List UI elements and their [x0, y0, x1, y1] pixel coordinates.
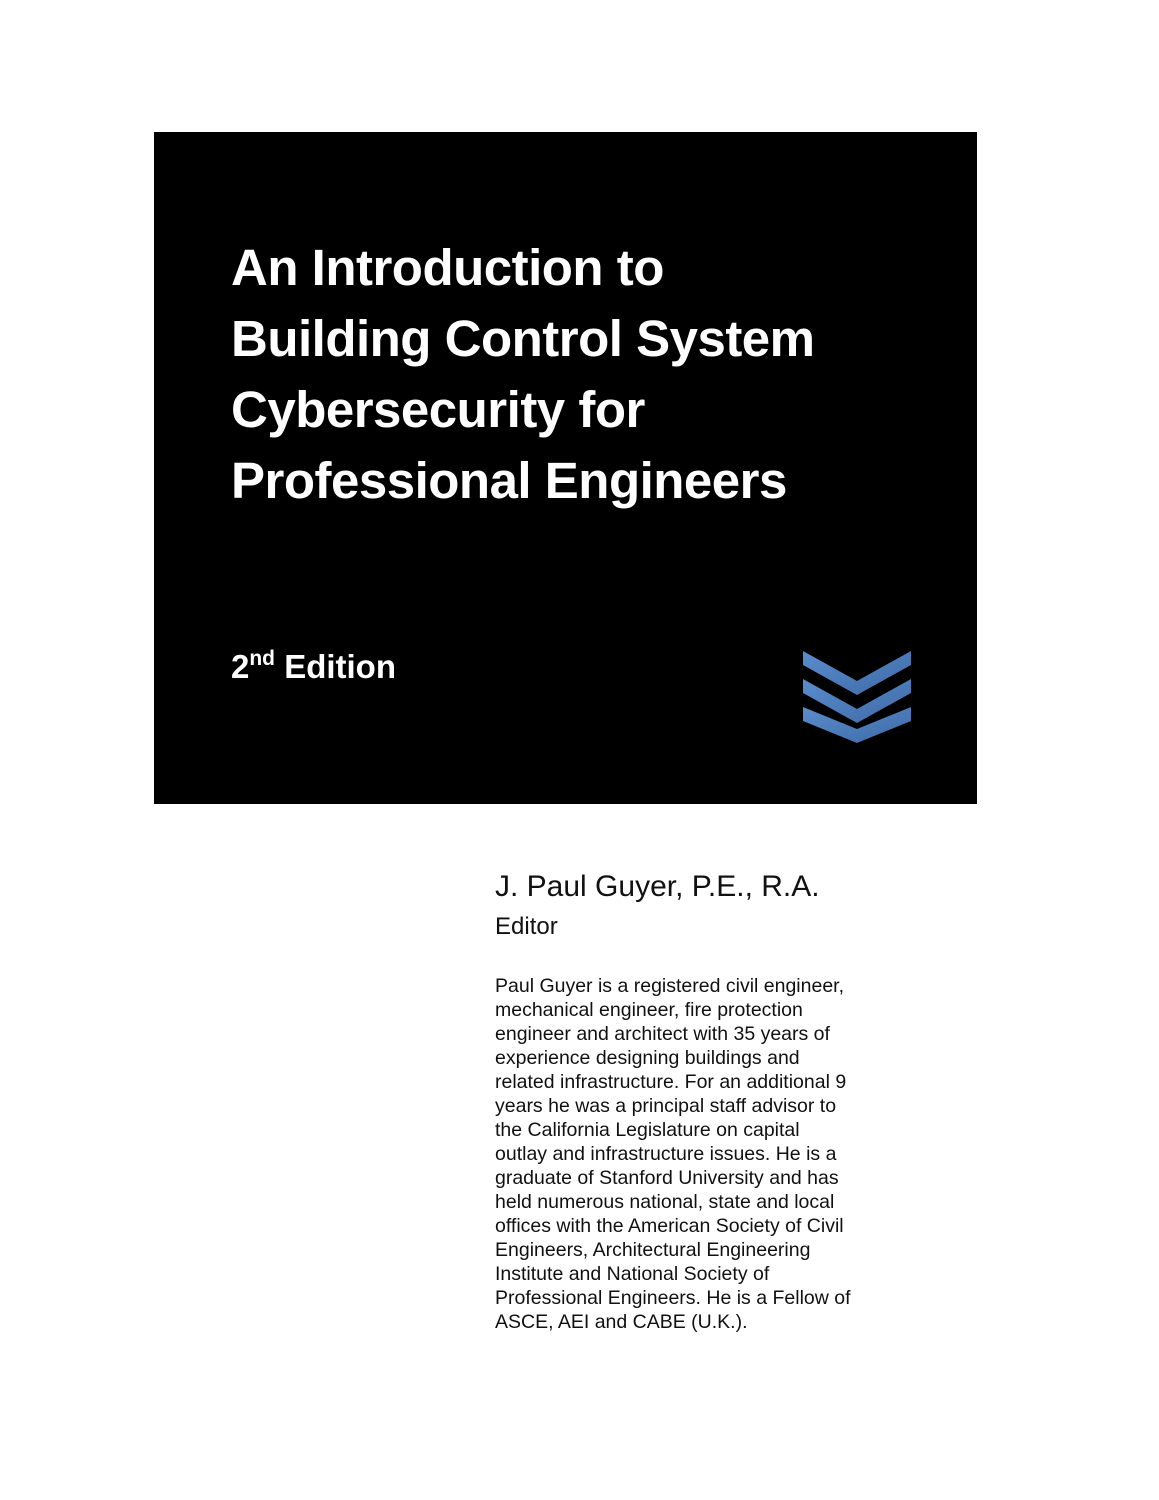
bio-line: years he was a principal staff advisor to: [495, 1095, 837, 1117]
author-bio: [495, 974, 895, 1334]
title-line: Professional Engineers: [231, 452, 787, 509]
bio-line: Professional Engineers. He is a Fellow of: [495, 1287, 851, 1309]
title-line: Cybersecurity for: [231, 381, 645, 438]
bio-line: experience designing buildings and: [495, 1047, 800, 1069]
bio-line: Institute and National Society of: [495, 1263, 770, 1285]
bio-line: Engineers, Architectural Engineering: [495, 1239, 811, 1261]
book-title: [231, 232, 815, 516]
bio-line: the California Legislature on capital: [495, 1119, 800, 1141]
title-line: An Introduction to: [231, 239, 664, 296]
bio-line: ASCE, AEI and CABE (U.K.).: [495, 1311, 748, 1333]
edition-suffix: nd: [249, 647, 276, 670]
bio-line: held numerous national, state and local: [495, 1191, 835, 1213]
bio-line: related infrastructure. For an additional 9: [495, 1071, 847, 1093]
author-name: J. Paul Guyer, P.E., R.A.: [495, 870, 820, 903]
edition: [231, 647, 396, 686]
edition-number: 2: [231, 648, 250, 685]
edition-label: Edition: [284, 648, 396, 685]
bio-line: mechanical engineer, fire protection: [495, 999, 803, 1021]
bio-line: Paul Guyer is a registered civil engineer,: [495, 975, 845, 997]
title-line: Building Control System: [231, 310, 815, 367]
cover-panel: [154, 132, 977, 804]
author-role: Editor: [495, 913, 558, 940]
bio-line: outlay and infrastructure issues. He is a: [495, 1143, 837, 1165]
bio-line: offices with the American Society of Civil: [495, 1215, 844, 1237]
bio-line: engineer and architect with 35 years of: [495, 1023, 830, 1045]
bio-line: graduate of Stanford University and has: [495, 1167, 839, 1189]
triple-chevron-down-icon: [803, 641, 911, 743]
